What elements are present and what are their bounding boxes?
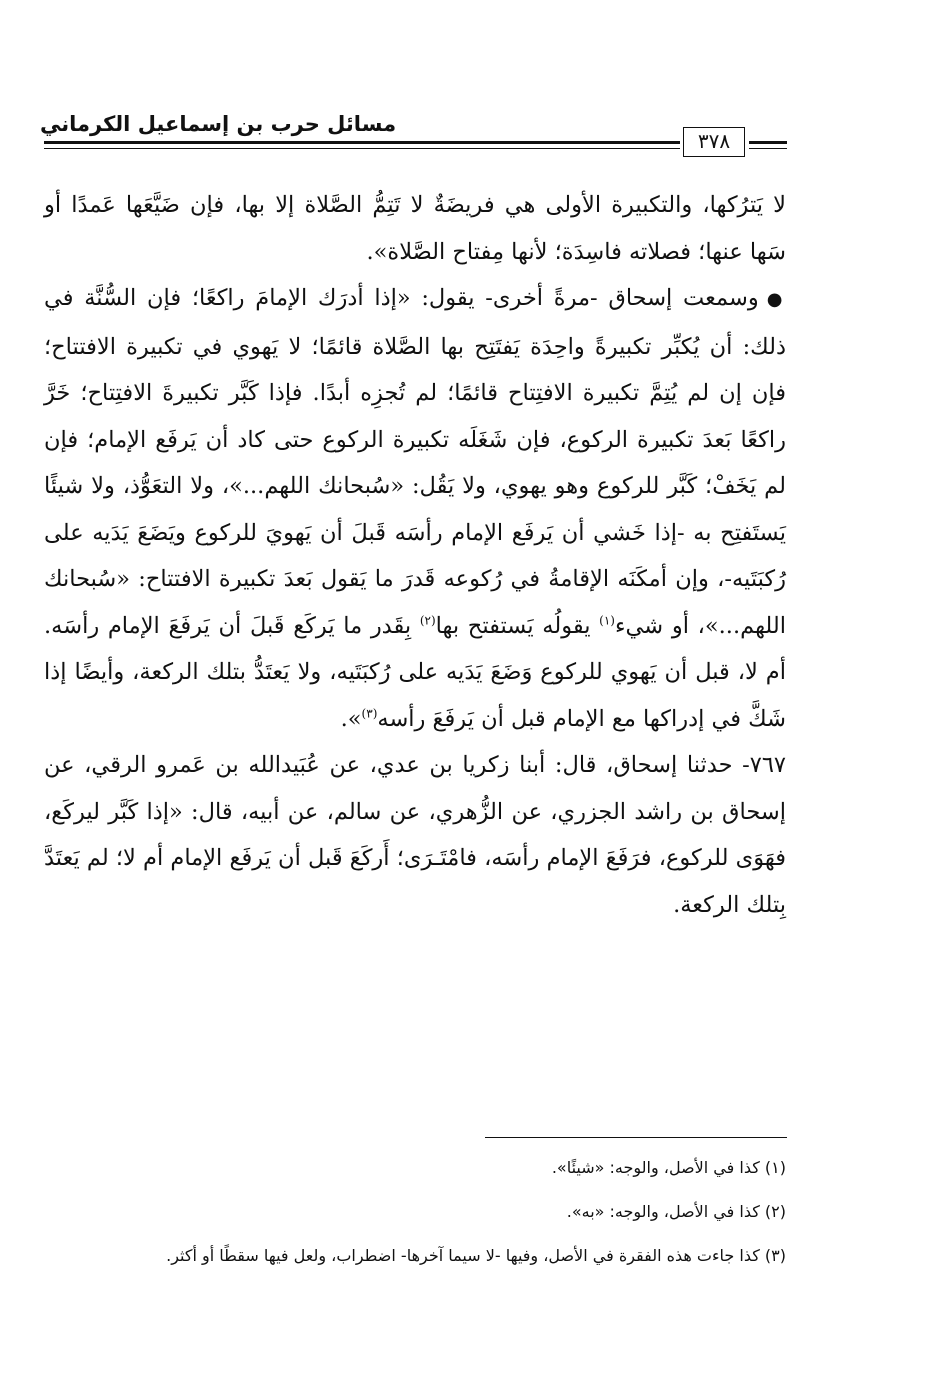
- page-number: ٣٧٨: [683, 127, 745, 157]
- paragraph-3: [44, 742, 786, 928]
- footnote-ref-1: (١): [599, 613, 615, 627]
- footnote-2: (٢) كذا في الأصل، والوجه: «به».: [566, 1202, 786, 1221]
- header-rule-thick: [44, 141, 680, 144]
- paragraph-text: لا يَترُكها، والتكبيرة الأولى هي فريضَةٌ لا تَتِمُّ الصَّلاة إلا بها، فإن ضَيَّعَها عَمدًا أو سَها عنها؛ فصلاته فاسِدَة؛ لأنها مِفتاح الصَّلاة».: [44, 192, 786, 265]
- bullet-icon: ●: [766, 289, 786, 310]
- header-side-rule-thin: [749, 148, 787, 149]
- paragraph-text: يقولُه يَستفتح بها: [435, 612, 600, 639]
- paragraph-text: وسمعت إسحاق -مرةً أخرى- يقول: «إذا أدرَك الإمامَ راكعًا؛ فإن السُّنَّة في ذلك: أن يُكبِّر تكبيرةً واحِدَة يَفتَتِح بها الصَّلاة قائمًا؛ لا يَهوي في تكبيرة الافتتاح؛ فإن إن لم يُتِمَّ تكبيرة الافتِتاح قائمًا؛ لم تُجزِه أبدًا. فإذا كَبَّر تكبيرةَ الافتِتاح؛ خَرَّ راكعًا بَعدَ تكبيرة الركوع، فإن شَغَلَه تكبيرة الركوع حتى كاد أن يَرفَع الإمام؛ فإن لم يَخَفْ؛ كَبَّر للركوع وهو يهوي، ولا يَقُل: «سُبحانك اللهم...»، ولا التعَوُّذ، ولا شيئًا يَستَفتِح به -إذا خَشي أن يَرفَع الإمام رأسَه قَبلَ أن يَهويَ للركوع ويَضَعَ يَدَيه على رُكبَتَيه-، وإن أمكَنَه الإقامةُ في رُكوعه قَدرَ ما يَقول بَعدَ تكبيرة الافتتاح: «سُبحانك اللهم...»، أو شيء: [44, 285, 786, 639]
- footnote-ref-2: (٢): [419, 613, 436, 627]
- paragraph-1: [44, 182, 786, 275]
- header-rule-thin: [44, 148, 680, 149]
- footnotes: [44, 1157, 786, 1289]
- running-header-title: مسائل حرب بن إسماعيل الكرماني: [40, 112, 397, 136]
- footnote-ref-3: (٣): [361, 706, 378, 720]
- main-text: [44, 182, 786, 928]
- footnote-separator: [485, 1137, 787, 1138]
- paragraph-text: ٧٦٧- حدثنا إسحاق، قال: أبنا زكريا بن عدي، عن عُبَيدالله بن عَمرو الرقي، عن إسحاق بن راشد الجزري، عن الزُّهري، عن سالم، عن أبيه، قال: «إذا كَبَّر ليركَع، فهَوَى للركوع، فرَفَعَ الإمام رأسَه، فامْتَـرَى؛ أَركَعَ قَبل أن يَرفَع الإمام أم لا؛ لم يَعتَدَّ بِتلك الركعة.: [44, 752, 786, 918]
- paragraph-text: ».: [340, 705, 362, 732]
- paragraph-text: بِقَدر ما يَركَع قَبلَ أن يَرفَعَ الإمام رأسَه. أم لا، قبل أن يَهوي للركوع وَضَعَ يَدَيه على رُكبَتَيه، ولا يَعتَدُّ بتلك الركعة، وأيضًا إذا شَكَّ في إدراكها مع الإمام قبل أن يَرفَعَ رأسه: [44, 612, 786, 732]
- footnote-3: (٣) كذا جاءت هذه الفقرة في الأصل، وفيها -لا سيما آخرها- اضطراب، ولعل فيها سقطًا أو أكثر.: [166, 1246, 786, 1265]
- paragraph-2: [44, 275, 786, 742]
- footnote-1: (١) كذا في الأصل، والوجه: «شيئًا».: [551, 1158, 786, 1177]
- header-side-rule-thick: [749, 141, 787, 144]
